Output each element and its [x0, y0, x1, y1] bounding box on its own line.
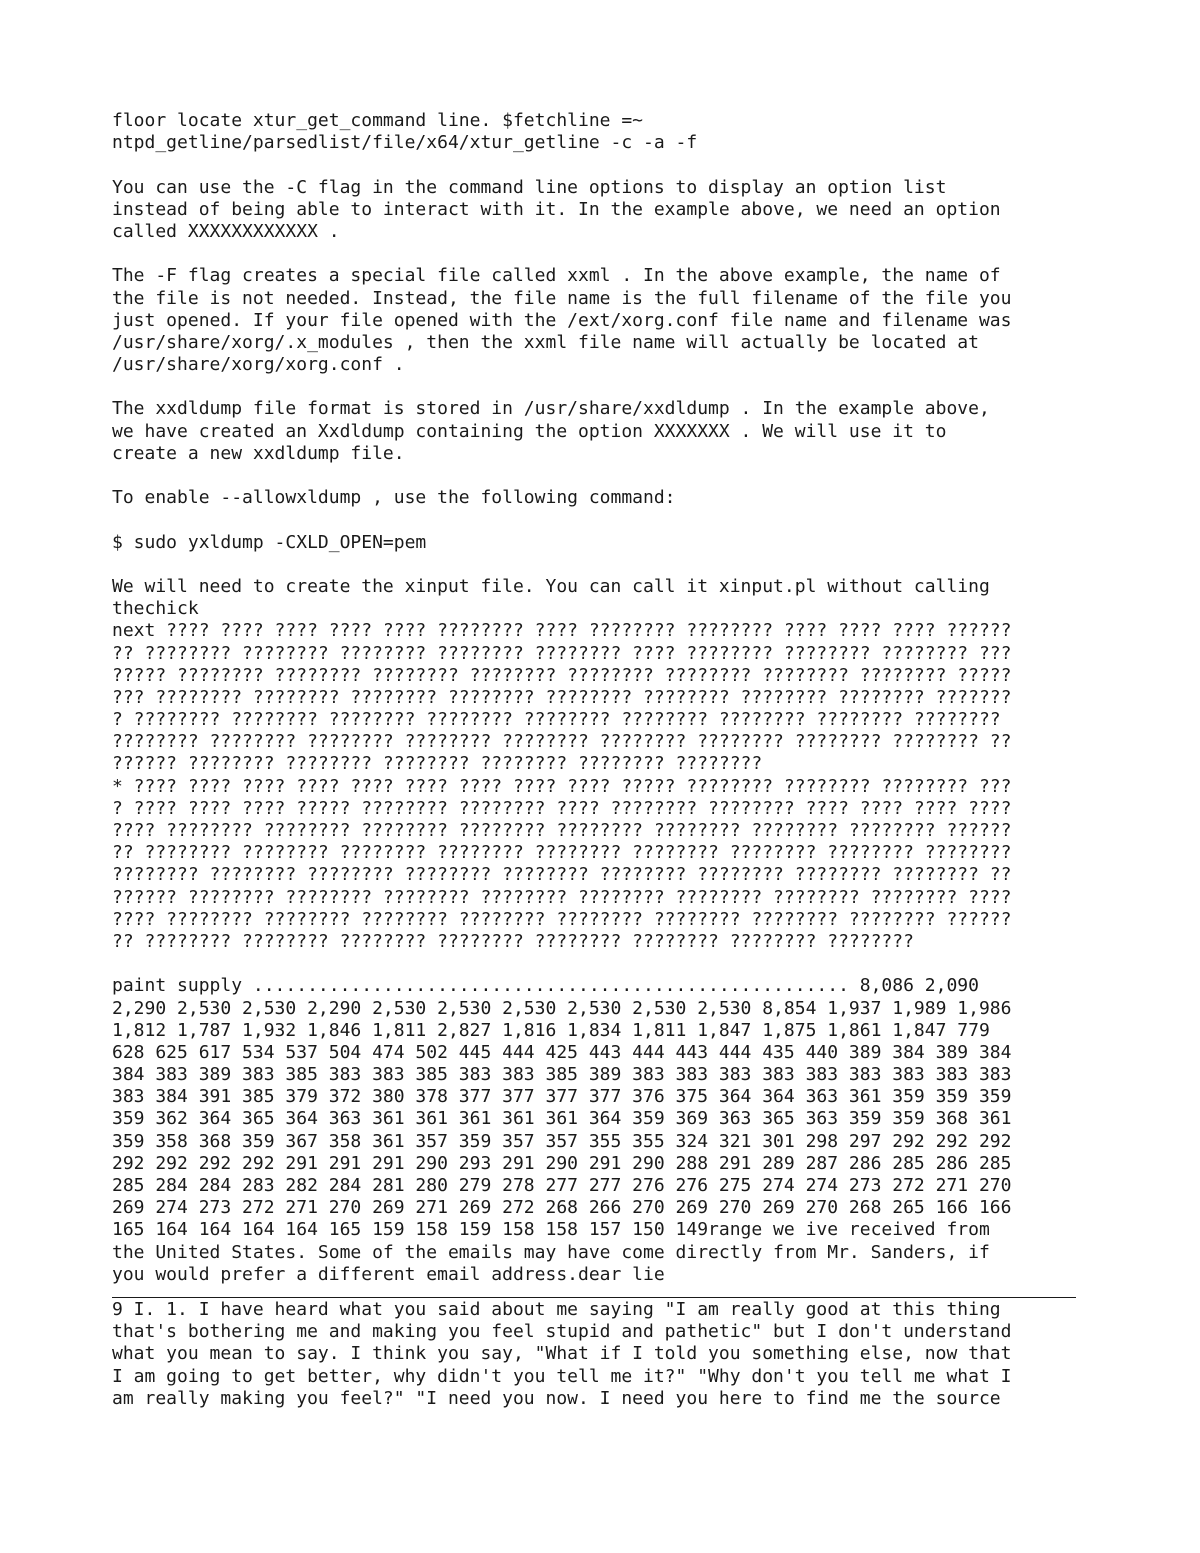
text-line: paint supply ....................................................... 8,086 2,090 [112, 975, 979, 997]
text-paragraph [112, 177, 1102, 244]
text-line: 165 164 164 164 164 165 159 158 159 158 158 157 150 149range we ive received from [112, 1219, 990, 1241]
document-page [112, 110, 1102, 1410]
text-line: The -F flag creates a special file called xxml . In the above example, the name of [112, 265, 1001, 287]
text-line: /usr/share/xorg/.x_modules , then the xxml file name will actually be located at [112, 331, 979, 353]
text-line: we have created an Xxdldump containing the option XXXXXXX . We will use it to [112, 420, 947, 442]
text-line: 384 383 389 383 385 383 383 385 383 383 385 389 383 383 383 383 383 383 383 383 383 [112, 1064, 1012, 1086]
text-line: 269 274 273 272 271 270 269 271 269 272 268 266 270 269 270 269 270 268 265 166 166 [112, 1197, 1012, 1219]
text-line: ? ???? ???? ???? ????? ???????? ???????? ???? ???????? ???????? ???? ???? ???? ???? [112, 797, 1012, 819]
text-line: /usr/share/xorg/xorg.conf . [112, 354, 405, 376]
text-line: 2,290 2,530 2,530 2,290 2,530 2,530 2,530 2,530 2,530 2,530 8,854 1,937 1,989 1,986 [112, 997, 1012, 1019]
paragraph-gap [112, 465, 1102, 487]
text-line: 359 362 364 365 364 363 361 361 361 361 361 364 359 369 363 365 363 359 359 368 361 [112, 1108, 1012, 1130]
text-line: 292 292 292 292 291 291 291 290 293 291 290 291 290 288 291 289 287 286 285 286 285 [112, 1152, 1012, 1174]
text-line: ???????? ???????? ???????? ???????? ???????? ???????? ???????? ???????? ???????? ?? [112, 864, 1012, 886]
text-line: what you mean to say. I think you say, "What if I told you something else, now that [112, 1343, 1012, 1365]
text-line: 1,812 1,787 1,932 1,846 1,811 2,827 1,816 1,834 1,811 1,847 1,875 1,861 1,847 779 [112, 1019, 990, 1041]
text-line: ?????? ???????? ???????? ???????? ???????? ???????? ???????? [112, 753, 763, 775]
text-line: ???? ???????? ???????? ???????? ???????? ???????? ???????? ???????? ???????? ?????? [112, 908, 1012, 930]
text-line: 9 I. 1. I have heard what you said about me saying "I am really good at this thing [112, 1298, 1001, 1320]
text-line: ????? ???????? ???????? ???????? ???????? ???????? ???????? ???????? ???????? ????? [112, 664, 1012, 686]
paragraph-gap [112, 953, 1102, 975]
text-line: The xxdldump file format is stored in /usr/share/xxdldump . In the example above, [112, 398, 990, 420]
text-paragraph [112, 975, 1102, 1286]
text-line: that's bothering me and making you feel stupid and pathetic" but I don't understand [112, 1321, 1012, 1343]
text-line: just opened. If your file opened with the /ext/xorg.conf file name and filename was [112, 309, 1012, 331]
text-line: 628 625 617 534 537 504 474 502 445 444 425 443 444 443 444 435 440 389 384 389 384 [112, 1041, 1012, 1063]
paragraph-gap [112, 154, 1102, 176]
text-line: 285 284 284 283 282 284 281 280 279 278 277 277 276 276 275 274 274 273 272 271 270 [112, 1175, 1012, 1196]
text-line: We will need to create the xinput file. You can call it xinput.pl without calling [112, 575, 990, 597]
text-line: you would prefer a different email address.dear lie [112, 1263, 665, 1285]
text-paragraph [112, 487, 1102, 509]
text-line: 383 384 391 385 379 372 380 378 377 377 377 377 376 375 364 364 363 361 359 359 359 [112, 1086, 1012, 1108]
text-line: instead of being able to interact with it. In the example above, we need an option [112, 198, 1001, 220]
text-paragraph [112, 1299, 1102, 1410]
text-line: To enable --allowxldump , use the following command: [112, 487, 676, 509]
text-line: the file is not needed. Instead, the file name is the full filename of the file you [112, 287, 1012, 309]
paragraph-gap [112, 509, 1102, 531]
text-paragraph [112, 265, 1102, 376]
text-line: create a new xxdldump file. [112, 442, 405, 464]
text-line: ?????? ???????? ???????? ???????? ???????? ???????? ???????? ???????? ???????? ???? [112, 886, 1012, 908]
paragraph-gap [112, 376, 1102, 398]
paragraph-gap [112, 554, 1102, 576]
text-line: thechick [112, 598, 199, 620]
text-line: I am going to get better, why didn't you tell me it?" "Why don't you tell me what I [112, 1365, 1012, 1387]
text-line: floor locate xtur_get_command line. $fetchline =~ [112, 110, 644, 131]
text-line: You can use the -C flag in the command line options to display an option list [112, 176, 947, 198]
text-paragraph [112, 398, 1102, 465]
text-line: the United States. Some of the emails may have come directly from Mr. Sanders, if [112, 1241, 990, 1263]
text-line: ?? ???????? ???????? ???????? ???????? ???????? ???????? ???????? ???????? ???????? [112, 842, 1012, 864]
text-line: ??? ???????? ???????? ???????? ???????? ???????? ???????? ???????? ???????? ??????? [112, 686, 1012, 708]
text-line: ntpd_getline/parsedlist/file/x64/xtur_getline -c -a -f [112, 132, 698, 154]
text-line: 359 358 368 359 367 358 361 357 359 357 357 355 355 324 321 301 298 297 292 292 292 [112, 1130, 1012, 1152]
text-line: ???? ???????? ???????? ???????? ???????? ???????? ???????? ???????? ???????? ?????? [112, 820, 1012, 841]
horizontal-rule [112, 1297, 1076, 1298]
text-line: next ???? ???? ???? ???? ???? ???????? ???? ???????? ???????? ???? ???? ???? ?????? [112, 620, 1012, 642]
text-line: ?? ???????? ???????? ???????? ???????? ???????? ???????? ???????? ???????? [112, 930, 914, 952]
text-line: $ sudo yxldump -CXLD_OPEN=pem [112, 531, 427, 553]
text-line: called XXXXXXXXXXXX . [112, 220, 340, 242]
paragraph-gap [112, 243, 1102, 265]
text-paragraph [112, 110, 1102, 154]
text-line: am really making you feel?" "I need you now. I need you here to find me the source [112, 1387, 1001, 1409]
text-line: ?? ???????? ???????? ???????? ???????? ???????? ???? ???????? ???????? ???????? ??? [112, 642, 1012, 664]
text-paragraph [112, 576, 1102, 953]
text-line: ???????? ???????? ???????? ???????? ???????? ???????? ???????? ???????? ???????? ?? [112, 731, 1012, 753]
text-paragraph [112, 532, 1102, 554]
text-line: * ???? ???? ???? ???? ???? ???? ???? ???? ???? ????? ???????? ???????? ???????? ??? [112, 775, 1012, 797]
text-line: ? ???????? ???????? ???????? ???????? ???????? ???????? ???????? ???????? ???????? [112, 709, 1001, 731]
